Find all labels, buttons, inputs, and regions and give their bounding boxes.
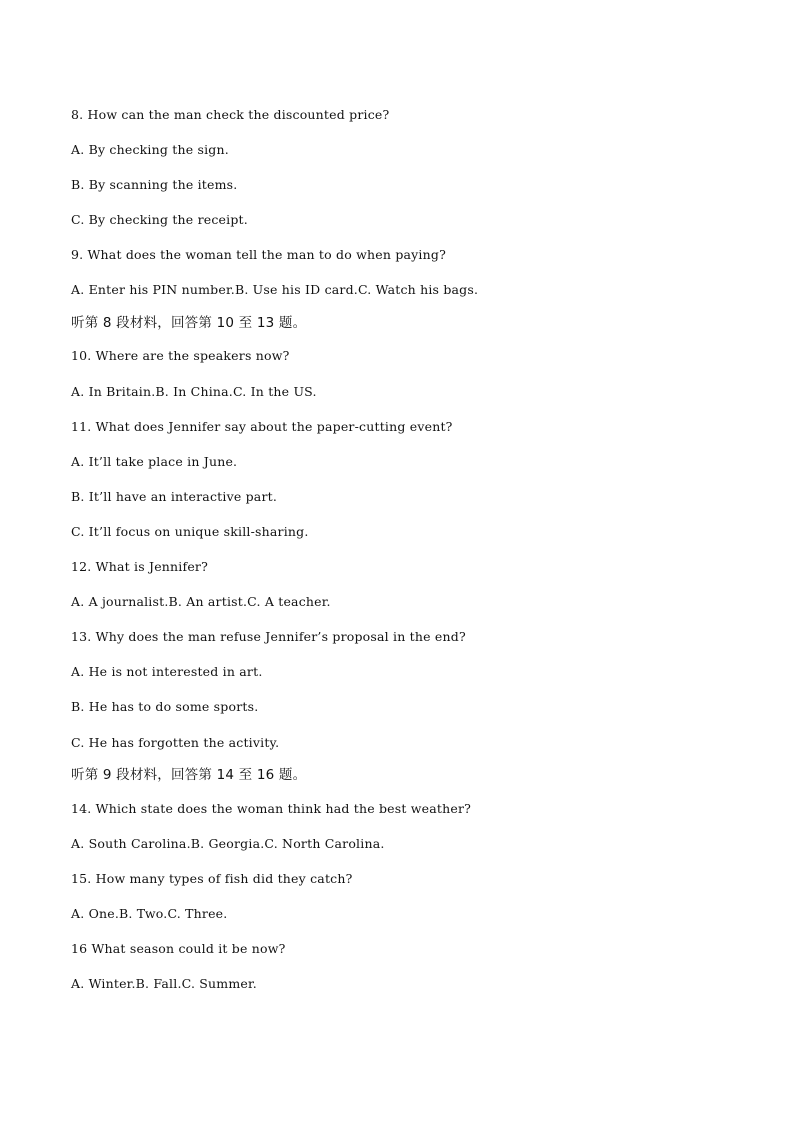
question-12: 12. What is Jennifer?	[71, 559, 208, 574]
section-heading-8: 听第 8 段材料，回答第 10 至 13 题。	[71, 315, 307, 331]
options-12: A. A journalist.B. An artist.C. A teacher.	[71, 594, 331, 609]
option-13c: C. He has forgotten the activity.	[71, 735, 280, 750]
question-11: 11. What does Jennifer say about the paper-cutting event?	[71, 419, 453, 434]
option-11c: C. It’ll focus on unique skill-sharing.	[71, 524, 309, 539]
question-13: 13. Why does the man refuse Jennifer’s proposal in the end?	[71, 629, 466, 644]
options-14: A. South Carolina.B. Georgia.C. North Carolina.	[71, 836, 385, 851]
options-15: A. One.B. Two.C. Three.	[71, 906, 228, 921]
question-14: 14. Which state does the woman think had the best weather?	[71, 801, 472, 816]
option-8c: C. By checking the receipt.	[71, 212, 248, 227]
option-11a: A. It’ll take place in June.	[71, 454, 238, 469]
option-13b: B. He has to do some sports.	[71, 699, 259, 714]
section-heading-9: 听第 9 段材料，回答第 14 至 16 题。	[71, 767, 307, 783]
question-9: 9. What does the woman tell the man to do when paying?	[71, 247, 446, 262]
options-16: A. Winter.B. Fall.C. Summer.	[71, 976, 257, 991]
question-15: 15. How many types of fish did they catch?	[71, 871, 353, 886]
question-16: 16 What season could it be now?	[71, 941, 286, 956]
question-8: 8. How can the man check the discounted price?	[71, 107, 390, 122]
option-8b: B. By scanning the items.	[71, 177, 238, 192]
option-8a: A. By checking the sign.	[71, 142, 229, 157]
question-10: 10. Where are the speakers now?	[71, 348, 290, 363]
option-13a: A. He is not interested in art.	[71, 664, 263, 679]
option-11b: B. It’ll have an interactive part.	[71, 489, 278, 504]
options-10: A. In Britain.B. In China.C. In the US.	[71, 384, 317, 399]
options-9: A. Enter his PIN number.B. Use his ID card.C. Watch his bags.	[71, 282, 479, 297]
